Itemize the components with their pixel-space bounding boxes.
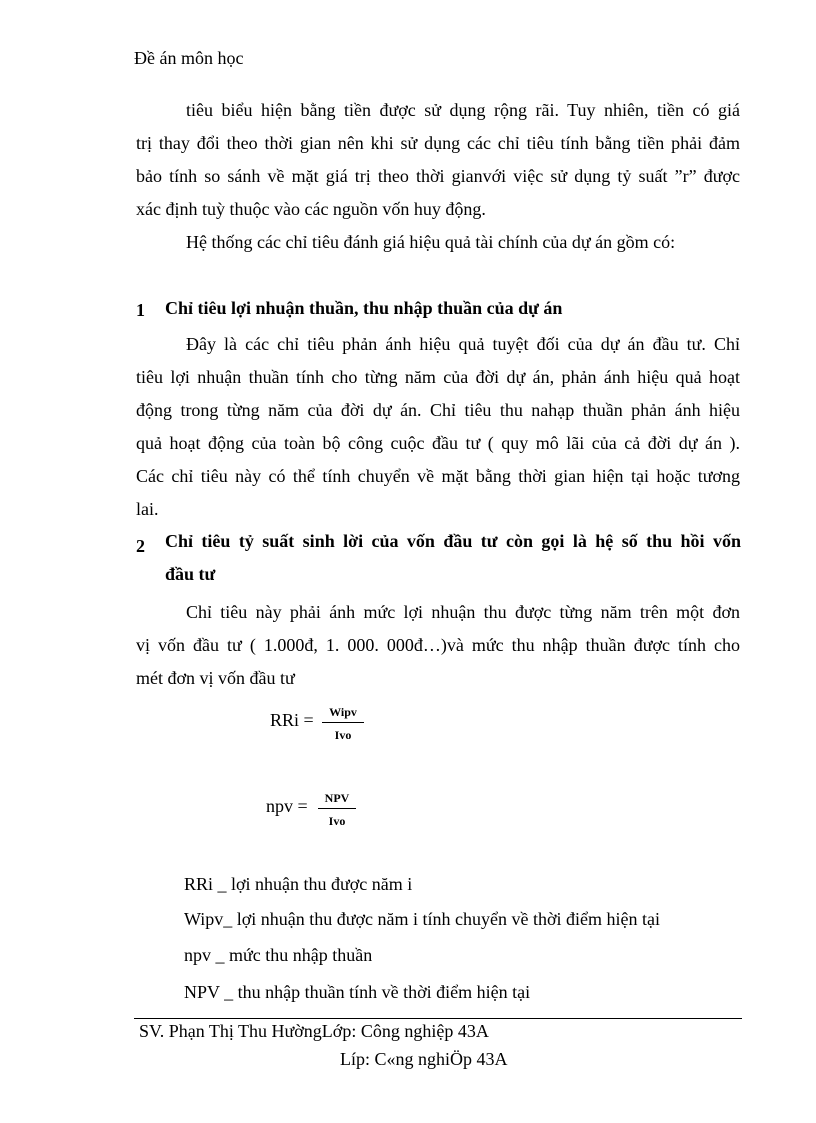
definition-wipv: Wipv_ lợi nhuận thu được năm i tính chuyển về thời điểm hiện tại [184, 909, 660, 929]
intro-line-4: xác định tuỳ thuộc vào các nguồn vốn huy động. [136, 199, 486, 219]
formula-2-numerator: NPV [324, 791, 350, 805]
s1-line-3: động trong từng năm của đời dự án. Chỉ tiêu thu nahạp thuần phản ánh hiệu [136, 400, 740, 420]
s1-line-4: quả hoạt động của toàn bộ công cuộc đầu tư ( quy mô lãi của cả đời dự án ). [136, 433, 740, 453]
intro-line-1: tiêu biểu hiện bằng tiền được sử dụng rộng rãi. Tuy nhiên, tiền có giá [186, 100, 740, 120]
footer-author: SV. Phạn Thị Thu HườngLớp: Công nghiệp 43A [139, 1021, 489, 1041]
s1-line-2: tiêu lợi nhuận thuần tính cho từng năm của đời dự án, phản ánh hiệu quả hoạt [136, 367, 740, 387]
definition-rri: RRi _ lợi nhuận thu được năm i [184, 874, 413, 894]
section-2-paragraph [136, 596, 740, 695]
footer-class: Líp: C«ng nghiÖp 43A [340, 1049, 508, 1069]
section-2-title-line-2: đầu tư [165, 564, 216, 584]
formula-1-lhs: RRi = [270, 710, 314, 730]
formula-1-numerator: Wipv [329, 705, 357, 719]
section-2-number: 2 [136, 536, 145, 556]
section-1-title: Chỉ tiêu lợi nhuận thuần, thu nhập thuần của dự án [165, 298, 563, 318]
formula-2-lhs: npv = [266, 796, 308, 816]
s1-line-1: Đây là các chỉ tiêu phản ánh hiệu quả tuyệt đối của dự án đầu tư. Chỉ [186, 334, 740, 354]
section-2-title-line-1: Chỉ tiêu tỷ suất sinh lời của vốn đầu tư còn gọi là hệ số thu hồi vốn [165, 531, 741, 551]
s2-line-3: mét đơn vị vốn đầu tư [136, 668, 295, 688]
formula-1-fraction-bar [322, 722, 364, 723]
formula-2-denominator: Ivo [328, 814, 346, 828]
s1-line-5: Các chỉ tiêu này có thể tính chuyển về mặt bằng thời gian hiện tại hoặc tương [136, 466, 740, 486]
definition-npv-upper: NPV _ thu nhập thuần tính về thời điểm hiện tại [184, 982, 531, 1002]
footer-rule [134, 1018, 742, 1019]
definition-npv-lower: npv _ mức thu nhập thuần [184, 945, 373, 965]
section-1-paragraph [136, 328, 740, 526]
intro-paragraph [136, 94, 740, 226]
intro-line-3: bảo tính so sánh về mặt giá trị theo thời gianvới việc sử dụng tỷ suất ”r” được [136, 166, 740, 186]
formula-1-denominator: Ivo [334, 728, 352, 742]
formula-2-fraction-bar [318, 808, 356, 809]
s2-line-2: vị vốn đầu tư ( 1.000đ, 1. 000. 000đ…)và mức thu nhập thuần được tính cho [136, 635, 740, 655]
s1-line-6: lai. [136, 499, 159, 519]
intro-line-2: trị thay đổi theo thời gian nên khi sử dụng các chỉ tiêu tính bằng tiền phải đảm [136, 133, 740, 153]
s2-line-1: Chỉ tiêu này phải ánh mức lợi nhuận thu được từng năm trên một đơn [186, 602, 740, 622]
summary-line: Hệ thống các chỉ tiêu đánh giá hiệu quả tài chính của dự án gồm có: [186, 232, 676, 252]
section-1-number: 1 [136, 300, 145, 320]
page-header: Đề án môn học [134, 48, 244, 68]
